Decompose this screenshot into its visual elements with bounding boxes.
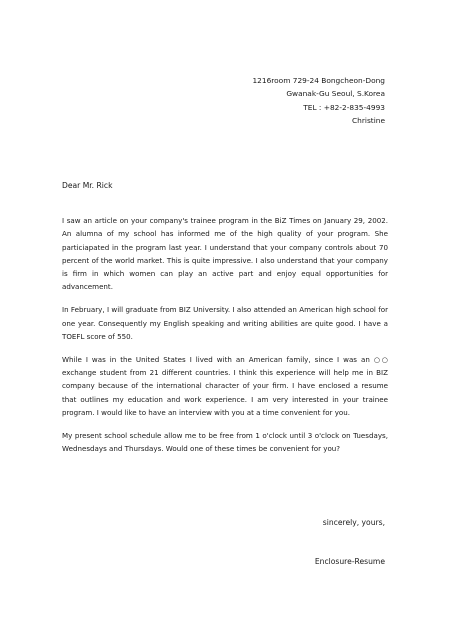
closing: sincerely, yours,	[322, 518, 385, 527]
address-line-phone: TEL : +82-2-835-4993	[303, 102, 385, 112]
body-paragraph-4: My present school schedule allow me to be free from 1 o'clock until 3 o'clock on Tuesdays, Wednesdays and Thursdays. Would one of these times be convenient for you?	[62, 430, 388, 453]
sender-address	[252, 74, 385, 127]
enclosure-note: Enclosure-Resume	[314, 557, 385, 566]
address-line-city: Gwanak-Gu Seoul, S.Korea	[286, 89, 385, 99]
address-line-street: 1216room 729-24 Bongcheon-Dong	[252, 76, 385, 85]
address-line-name: Christine	[352, 115, 385, 125]
letter-body	[62, 214, 388, 455]
body-paragraph-3: While I was in the United States I lived with an American family, since I was an ○○ exchange student from 21 different countries. I think this experience will help me in BIZ company because of the international character of your firm. I have enclosed a resume that outlines my education and work experience. I am very interested in your trainee program. I would like to have an interview with you at a time convenient for you.	[62, 354, 388, 417]
body-paragraph-2: In February, I will graduate from BIZ University. I also attended an American high school for one year. Consequently my English speaking and writing abilities are quite good. I have a TOEFL score of 550.	[62, 305, 388, 341]
salutation: Dear Mr. Rick	[62, 181, 113, 190]
body-paragraph-1: I saw an article on your company's trainee program in the BiZ Times on January 29, 2002. An alumna of my school has informed me of the high quality of your program. She particiapated in the program last year. I understand that your company controls about 70 percent of the world market. This is quite impressive. I also understand that your company is firm in which women can play an active part and enjoy equal opportunities for advancement.	[62, 216, 388, 292]
